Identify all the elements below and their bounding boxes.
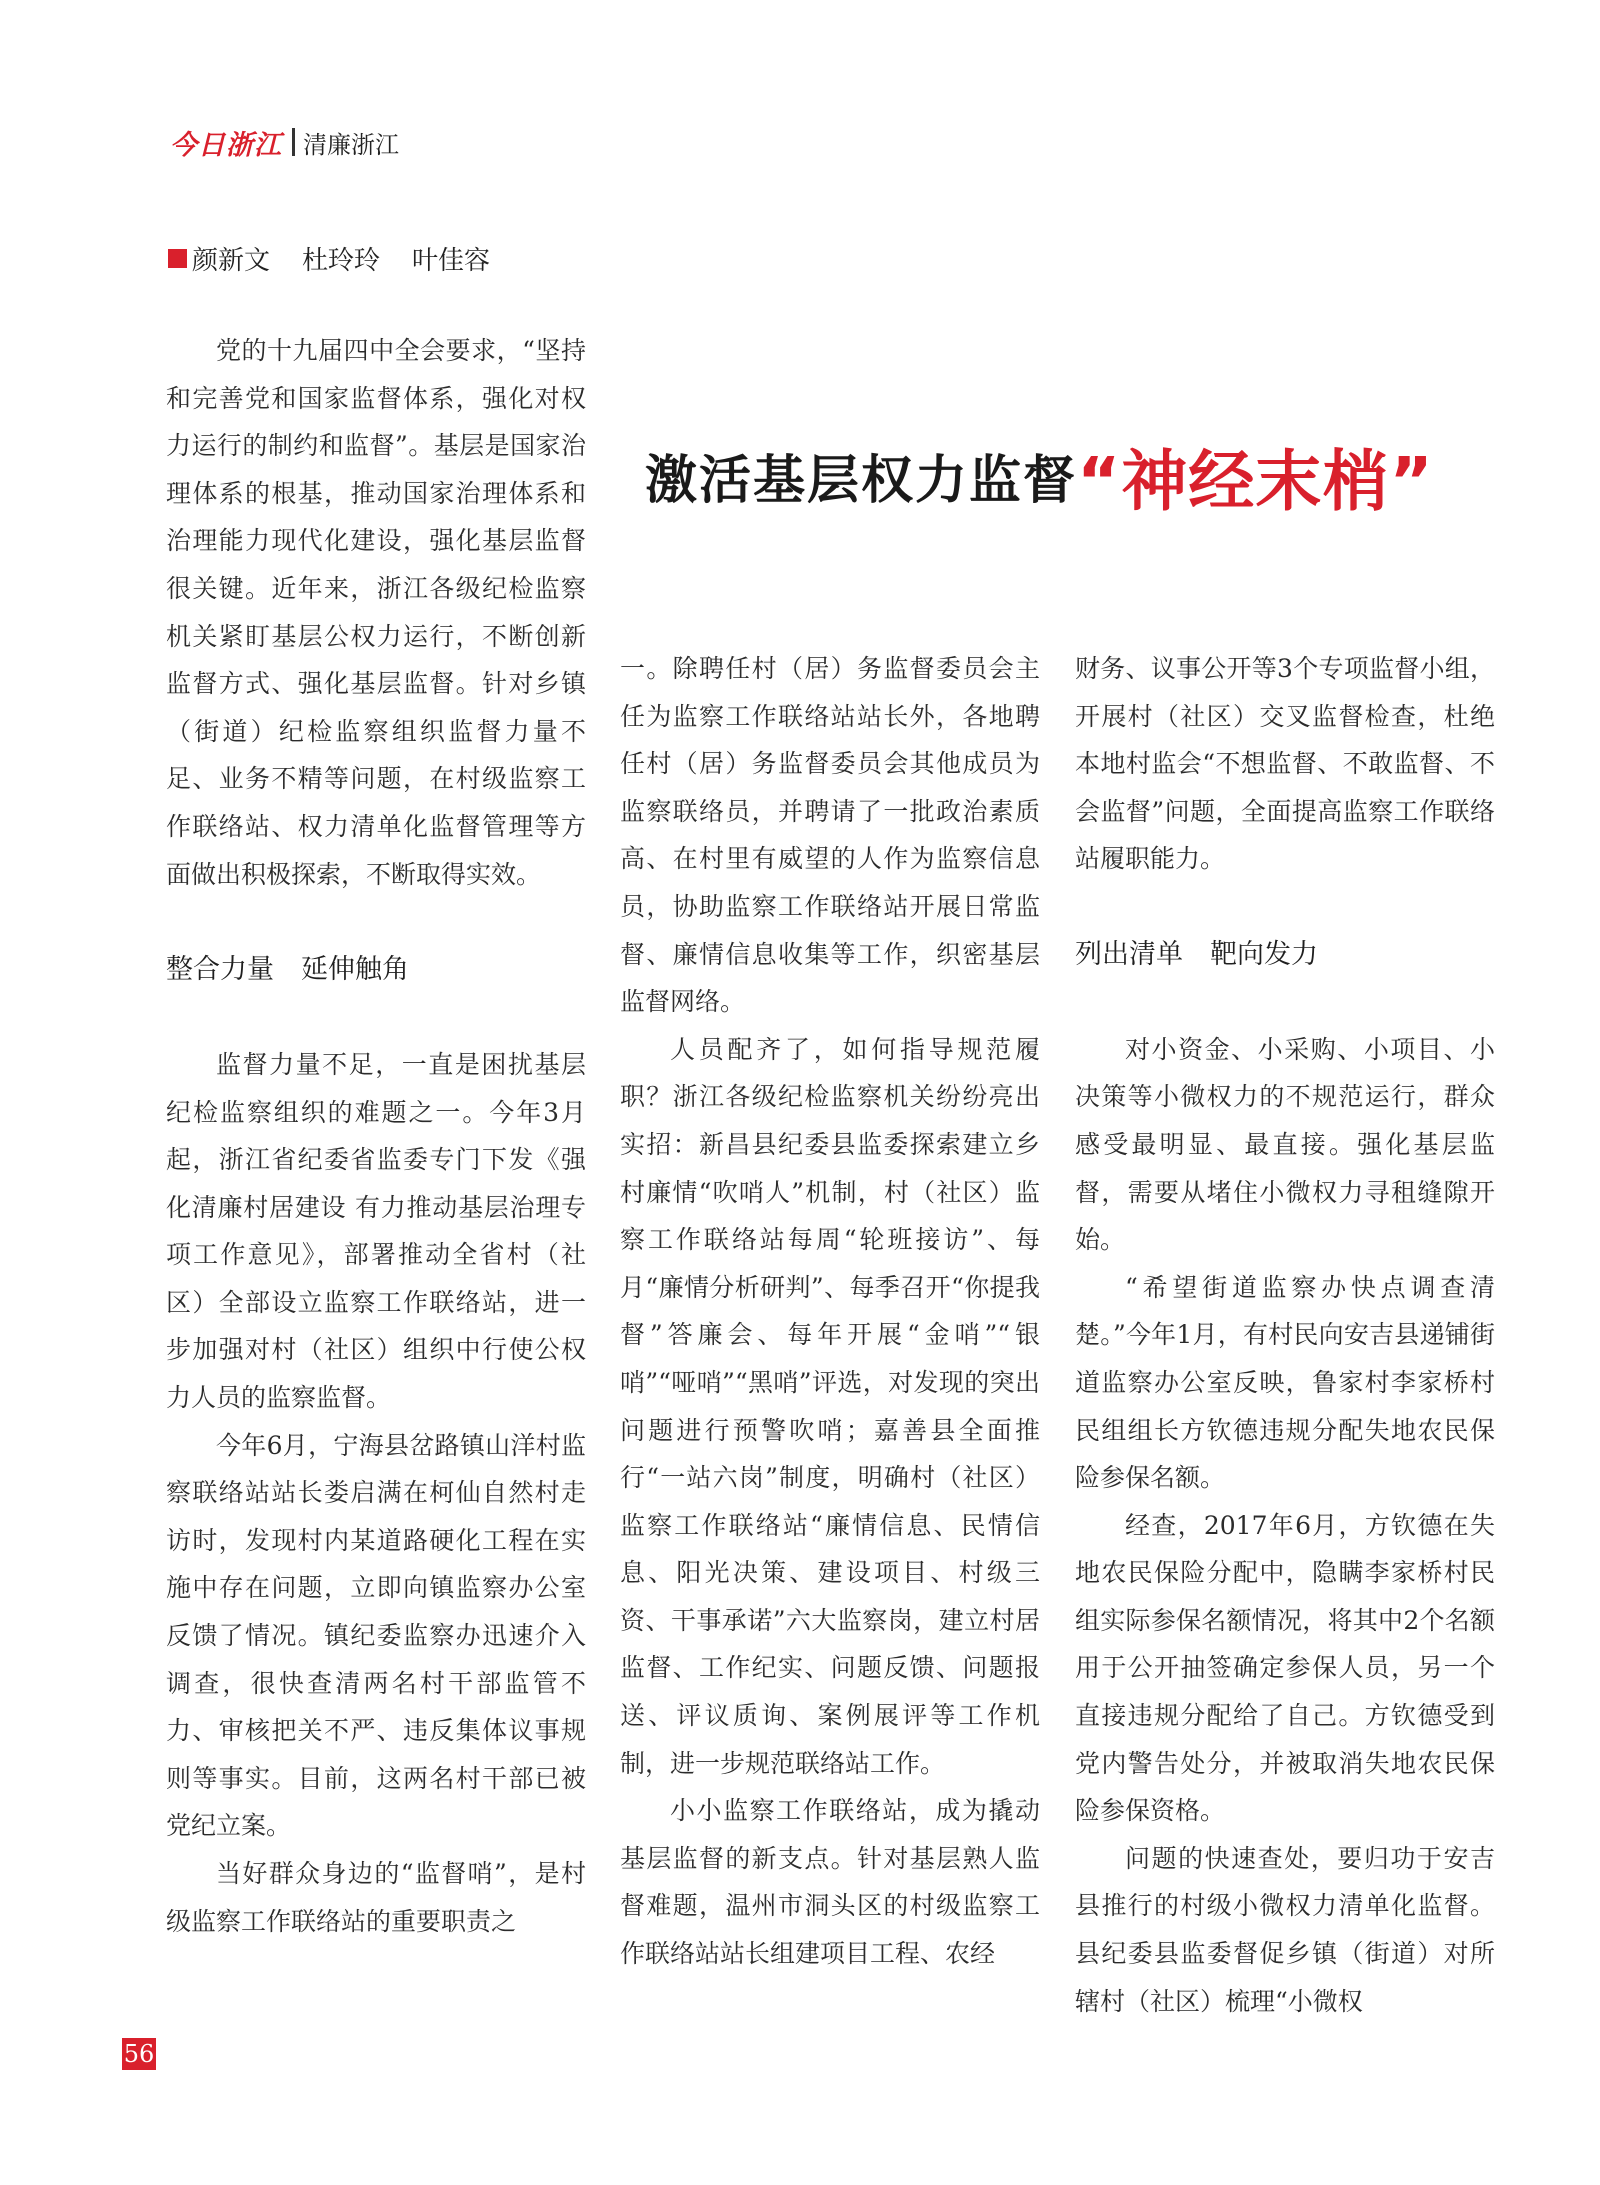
title-main: 激活基层权力监督	[645, 449, 1078, 511]
byline	[168, 240, 522, 277]
paragraph: 一。除聘任村（居）务监督委员会主任为监察工作联络站站长外，各地聘任村（居）务监督委员会其他成员为监察联络员，并聘请了一批政治素质高、在村里有威望的人作为监察信息员，协助监察工作联络站开展日常监督、廉情信息收集等工作，织密基层监督网络。	[620, 654, 1040, 1017]
text-column-3	[1075, 645, 1495, 2025]
paragraph: 对小资金、小采购、小项目、小决策等小微权力的不规范运行，群众感受最明显、最直接。强化基层监督，需要从堵住小微权力寻租缝隙开始。	[1075, 1034, 1495, 1255]
spacer	[166, 898, 586, 946]
byline-marker-icon	[168, 249, 187, 268]
page-number: 56	[123, 2040, 155, 2068]
page-header	[170, 122, 399, 162]
paragraph: 小小监察工作联络站，成为撬动基层监督的新支点。针对基层熟人监督难题，温州市洞头区的村级监察工作联络站站长组建项目工程、农经	[620, 1796, 1040, 1969]
paragraph: 人员配齐了，如何指导规范履职？浙江各级纪检监察机关纷纷亮出实招：新昌县纪委县监委探索建立乡村廉情“吹哨人”机制，村（社区）监察工作联络站每周“轮班接访”、每月“廉情分析研判”、每季召开“你提我督”答廉会、每年开展“金哨”“银哨”“哑哨”“黑哨”评选，对发现的突出问题进行预警吹哨；嘉善县全面推行“一站六岗”制度，明确村（社区）监察工作联络站“廉情信息、民情信息、阳光决策、建设项目、村级三资、干事承诺”六大监察岗，建立村居监督、工作纪实、问题反馈、问题报送、评议质询、案例展评等工作机制，进一步规范联络站工作。	[620, 1034, 1040, 1778]
spacer	[1075, 978, 1495, 1026]
spacer	[166, 993, 586, 1041]
paragraph: 监督力量不足，一直是困扰基层纪检监察组织的难题之一。今年3月起，浙江省纪委省监委专门下发《强化清廉村居建设 有力推动基层治理专项工作意见》，部署推动全省村（社区）全部设立监察工作联络站，进一步加强对村（社区）组织中行使公权力人员的监察监督。	[166, 1049, 586, 1413]
paragraph: 经查，2017年6月，方钦德在失地农民保险分配中，隐瞒李家桥村民组实际参保名额情况，将其中2个名额用于公开抽签确定参保人员，另一个直接违规分配给了自己。方钦德受到党内警告处分，并被取消失地农民保险参保资格。	[1075, 1510, 1495, 1826]
article-title	[645, 420, 1545, 530]
spacer	[1075, 883, 1495, 931]
subheading: 列出清单 靶向发力	[1075, 938, 1318, 970]
title-highlight: “神经末梢”	[1077, 442, 1434, 520]
author-name: 颜新文	[192, 246, 271, 276]
header-divider	[292, 128, 295, 156]
text-column-1	[166, 327, 586, 1945]
paragraph: 财务、议事公开等3个专项监督小组，开展村（社区）交叉监督检查，杜绝本地村监会“不想监督、不敢监督、不会监督”问题，全面提高监察工作联络站履职能力。	[1075, 654, 1495, 874]
author-name: 杜玲玲	[302, 246, 381, 276]
author-name: 叶佳容	[412, 246, 491, 276]
magazine-logo: 今日浙江	[170, 129, 282, 161]
paragraph: “希望街道监察办快点调查清楚。”今年1月，有村民向安吉县递铺街道监察办公室反映，鲁家村李家桥村民组组长方钦德违规分配失地农民保险参保名额。	[1075, 1272, 1495, 1493]
section-name: 清廉浙江	[303, 130, 399, 159]
subheading: 整合力量 延伸触角	[166, 953, 409, 985]
paragraph: 党的十九届四中全会要求，“坚持和完善党和国家监督体系，强化对权力运行的制约和监督”。基层是国家治理体系的根基，推动国家治理体系和治理能力现代化建设，强化基层监督很关键。近年来，浙江各级纪检监察机关紧盯基层公权力运行，不断创新监督方式、强化基层监督。针对乡镇（街道）纪检监察组织监督力量不足、业务不精等问题，在村级监察工作联络站、权力清单化监督管理等方面做出积极探索，不断取得实效。	[166, 336, 586, 889]
paragraph: 问题的快速查处，要归功于安吉县推行的村级小微权力清单化监督。县纪委县监委督促乡镇（街道）对所辖村（社区）梳理“小微权	[1075, 1843, 1495, 2016]
paragraph: 当好群众身边的“监督哨”，是村级监察工作联络站的重要职责之	[166, 1859, 586, 1936]
paragraph: 今年6月，宁海县岔路镇山洋村监察联络站站长娄启满在柯仙自然村走访时，发现村内某道路硬化工程在实施中存在问题，立即向镇监察办公室反馈了情况。镇纪委监察办迅速介入调查，很快查清两名村干部监管不力、审核把关不严、违反集体议事规则等事实。目前，这两名村干部已被党纪立案。	[166, 1430, 586, 1841]
text-column-2	[620, 645, 1040, 1978]
